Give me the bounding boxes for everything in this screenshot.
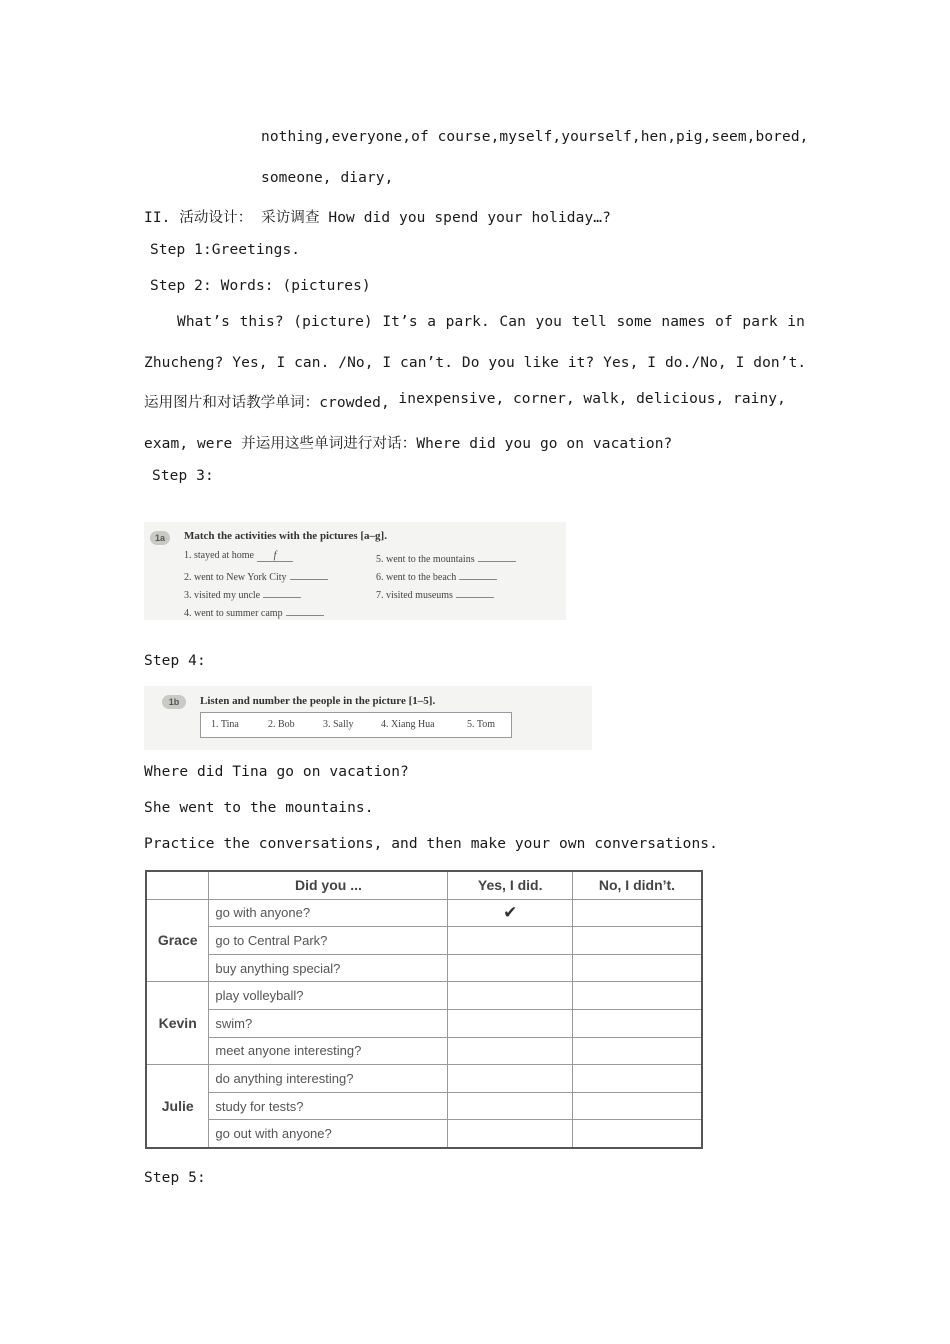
question-cell: do anything interesting? [209,1065,448,1093]
table-row [146,1120,702,1148]
header-cell: Yes, I did. [448,871,572,899]
yes-cell [448,1120,572,1148]
item-text: 5. went to the mountains [376,554,475,565]
vocab-word: hen, [640,129,677,145]
answer-blank [478,550,516,562]
question-cell: go with anyone? [209,899,448,927]
question-cell: meet anyone interesting? [209,1037,448,1065]
yes-cell [448,1037,572,1065]
table-row [146,1009,702,1037]
yes-cell [448,927,572,955]
table-row [146,1037,702,1065]
vocab-word: yourself, [561,129,641,145]
exercise-item [376,568,497,583]
exercise-badge: 1b [162,695,186,709]
item-text: 7. visited museums [376,590,453,601]
answer-blank [290,568,328,580]
paragraph-2-line-2: exam, were 并运用这些单词进行对话：Where did you go on vacation? [144,436,673,452]
exercise-title: Listen and number the people in the picture [1–5]. [200,695,436,707]
word: a [427,314,437,330]
item-text: 4. went to summer camp [184,608,283,619]
person-name: 3. Sally [323,719,354,730]
no-cell [572,1037,702,1065]
word: some [616,314,652,330]
no-cell [572,954,702,982]
question-cell: play volleyball? [209,982,448,1010]
word: park [742,314,778,330]
no-cell [572,1009,702,1037]
person-name: 2. Bob [268,719,295,730]
table-row [146,982,702,1010]
no-cell [572,1120,702,1148]
header-cell: Did you ... [209,871,448,899]
header-cell [146,871,209,899]
item-text: 2. went to New York City [184,572,287,583]
word: names [661,314,706,330]
vocab-word: everyone, [331,129,412,145]
word: delicious, [636,391,725,407]
table-row [146,954,702,982]
header-cell: No, I didn’t. [572,871,702,899]
survey-table [145,870,703,1149]
exercise-item [376,550,516,565]
person-name: 1. Tina [211,719,239,730]
vocab-word: pig, [676,129,712,145]
paragraph-1-line-1 [177,314,805,330]
word: inexpensive, [398,391,505,407]
word: corner, [512,391,575,407]
answer-blank [286,604,324,616]
step-1: Step 1:Greetings. [150,242,301,258]
question-cell: go out with anyone? [209,1120,448,1148]
vocab-word: seem, [711,129,756,145]
vocab-line-1 [261,129,809,145]
word: What’s [177,314,230,330]
question-cell: go to Central Park? [209,927,448,955]
step-2: Step 2: Words: (pictures) [150,278,371,294]
question-cell: buy anything special? [209,954,448,982]
answer-blank [456,586,494,598]
exercise-item [184,586,301,601]
yes-cell [448,1009,572,1037]
answer-blank [263,586,301,598]
word: (picture) [293,314,373,330]
step-3: Step 3: [152,468,214,484]
table-row [146,1092,702,1120]
vocab-word: myself, [499,129,562,145]
exercise-1a [144,522,566,620]
exercise-item [184,604,324,619]
exercise-item [184,550,293,562]
question-cell: study for tests? [209,1092,448,1120]
person-name-cell: Grace [146,899,209,982]
word: you [535,314,562,330]
vocab-word: of course, [411,129,500,145]
section-heading: II. 活动设计： 采访调查 How did you spend your holiday…? [144,210,611,226]
word: tell [571,314,607,330]
names-box [200,712,512,738]
exercise-item [376,586,494,601]
word: this? [239,314,284,330]
exercise-item [184,568,328,583]
word: walk, [583,391,628,407]
question-line: Where did Tina go on vacation? [144,764,409,780]
item-text: 6. went to the beach [376,572,457,583]
table-header-row [146,871,702,899]
yes-cell [448,1092,572,1120]
table-row [146,927,702,955]
item-text: 3. visited my uncle [184,590,261,601]
exercise-1b [144,686,592,750]
paragraph-1-line-2: Zhucheng? Yes, I can. /No, I can’t. Do you like it? Yes, I do./No, I don’t. [144,355,807,371]
word: 运用图片和对话教学单词：crowded, [144,395,390,411]
no-cell [572,899,702,927]
question-cell: swim? [209,1009,448,1037]
person-name: 4. Xiang Hua [381,719,435,730]
word: rainy, [732,391,786,407]
vocab-word: bored, [755,129,809,145]
practice-line: Practice the conversations, and then make your own conversations. [144,836,718,852]
answer-blank: f [257,550,293,562]
answer-blank [459,568,497,580]
no-cell [572,1065,702,1093]
item-text: 1. stayed at home [184,550,254,561]
person-name: 5. Tom [467,719,496,730]
exercise-title: Match the activities with the pictures [a–g]. [184,530,387,542]
exercise-badge: 1a [150,531,170,545]
word: Can [499,314,526,330]
yes-cell [448,954,572,982]
step-4: Step 4: [144,653,206,669]
word: park. [445,314,490,330]
no-cell [572,927,702,955]
yes-cell: ✔ [448,899,572,927]
person-name-cell: Julie [146,1065,209,1148]
vocab-word: nothing, [261,129,332,145]
yes-cell [448,982,572,1010]
table-row [146,899,702,927]
person-name-cell: Kevin [146,982,209,1065]
vocab-line-2: someone, diary, [261,170,394,186]
table-row [146,1065,702,1093]
answer-line: She went to the mountains. [144,800,374,816]
paragraph-2-line-1 [144,391,786,412]
yes-cell [448,1065,572,1093]
no-cell [572,1092,702,1120]
no-cell [572,982,702,1010]
step-5: Step 5: [144,1170,206,1186]
word: of [715,314,733,330]
word: in [787,314,805,330]
word: It’s [382,314,418,330]
